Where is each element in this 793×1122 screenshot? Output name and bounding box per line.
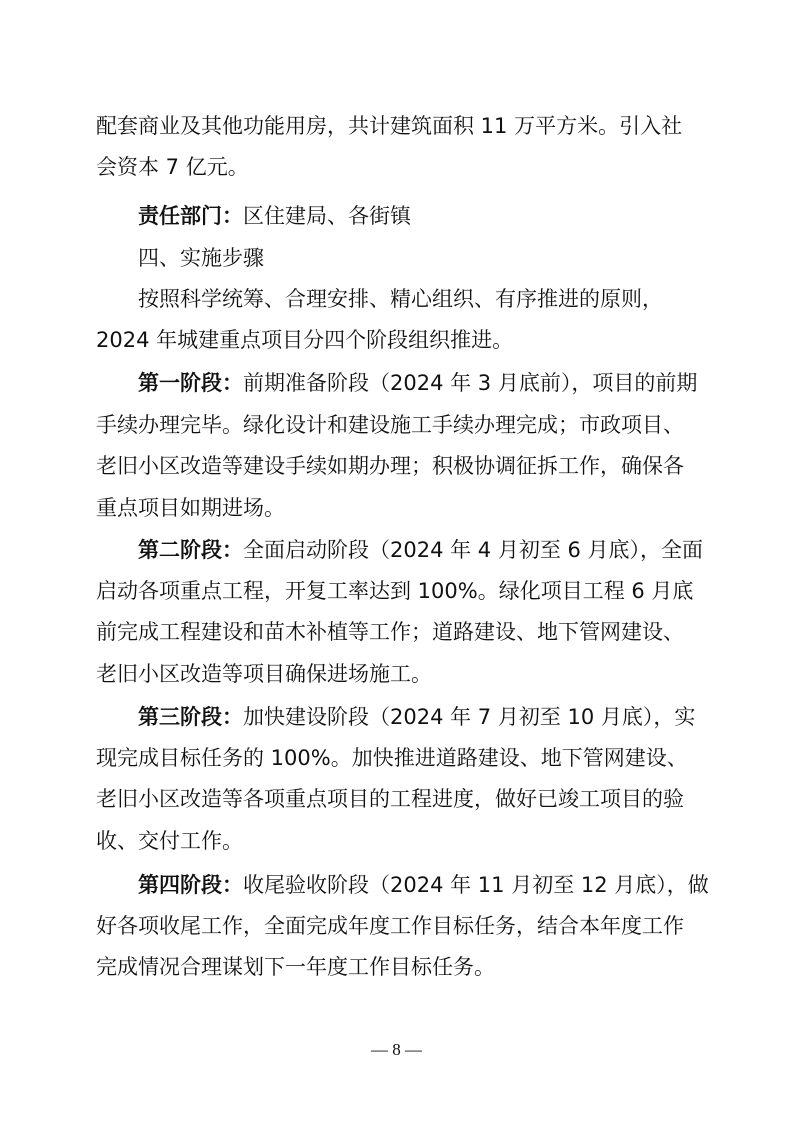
paragraph-line bbox=[96, 147, 723, 187]
section-label: 第一阶段： bbox=[138, 371, 243, 395]
line-text: 加快建设阶段（2024 年 7 月初至 10 月底），实 bbox=[243, 705, 696, 729]
line-text: 手续办理完毕。绿化设计和建设施工手续办理完成；市政项目、 bbox=[96, 413, 684, 437]
line-text: 老旧小区改造等各项重点项目的工程进度，做好已竣工项目的验 bbox=[96, 787, 684, 811]
line-text: 配套商业及其他功能用房，共计建筑面积 11 万平方米。引入社 bbox=[96, 114, 683, 138]
line-text: 四、实施步骤 bbox=[138, 246, 264, 270]
paragraph-line bbox=[138, 238, 723, 278]
paragraph-line bbox=[96, 320, 723, 360]
line-text: 完成情况合理谋划下一年度工作目标任务。 bbox=[96, 955, 495, 979]
paragraph-line bbox=[96, 821, 723, 861]
line-text: 2024 年城建重点项目分四个阶段组织推进。 bbox=[96, 328, 514, 352]
line-text: 前期准备阶段（2024 年 3 月底前），项目的前期 bbox=[243, 371, 698, 395]
paragraph-line-with-heading bbox=[138, 363, 723, 403]
paragraph-line bbox=[96, 654, 723, 694]
section-label: 第二阶段： bbox=[138, 538, 243, 562]
line-text: 好各项收尾工作，全面完成年度工作目标任务，结合本年度工作 bbox=[96, 914, 684, 938]
paragraph-line-with-heading bbox=[138, 530, 723, 570]
section-label: 第三阶段： bbox=[138, 705, 243, 729]
paragraph-line bbox=[96, 738, 723, 778]
paragraph-line bbox=[96, 446, 723, 486]
paragraph-line bbox=[96, 571, 723, 611]
paragraph-line bbox=[96, 405, 723, 445]
paragraph-line-with-heading bbox=[138, 196, 723, 236]
paragraph-line bbox=[96, 779, 723, 819]
line-text: 老旧小区改造等建设手续如期办理；积极协调征拆工作，确保各 bbox=[96, 454, 684, 478]
page-number: — 8 — bbox=[371, 1040, 422, 1059]
paragraph-line bbox=[96, 906, 723, 946]
line-text: 会资本 7 亿元。 bbox=[96, 155, 249, 179]
paragraph-line-with-heading bbox=[138, 697, 723, 737]
line-text: 重点项目如期进场。 bbox=[96, 496, 285, 520]
line-text: 收、交付工作。 bbox=[96, 829, 243, 853]
line-text: 前完成工程建设和苗木补植等工作；道路建设、地下管网建设、 bbox=[96, 620, 684, 644]
paragraph-line bbox=[96, 947, 723, 987]
paragraph-line bbox=[138, 279, 723, 319]
section-label: 第四阶段： bbox=[138, 873, 243, 897]
paragraph-line bbox=[96, 488, 723, 528]
section-label: 责任部门： bbox=[138, 204, 243, 228]
line-text: 全面启动阶段（2024 年 4 月初至 6 月底），全面 bbox=[243, 538, 704, 562]
line-text: 按照科学统筹、合理安排、精心组织、有序推进的原则， bbox=[138, 287, 663, 311]
line-text: 收尾验收阶段（2024 年 11 月初至 12 月底），做 bbox=[243, 873, 709, 897]
line-text: 启动各项重点工程，开复工率达到 100%。绿化项目工程 6 月底 bbox=[96, 579, 694, 603]
line-text: 现完成目标任务的 100%。加快推进道路建设、地下管网建设、 bbox=[96, 746, 688, 770]
line-text: 老旧小区改造等项目确保进场施工。 bbox=[96, 662, 432, 686]
paragraph-line-with-heading bbox=[138, 865, 723, 905]
paragraph-line bbox=[96, 106, 723, 146]
paragraph-line bbox=[96, 612, 723, 652]
line-text: 区住建局、各街镇 bbox=[243, 204, 411, 228]
